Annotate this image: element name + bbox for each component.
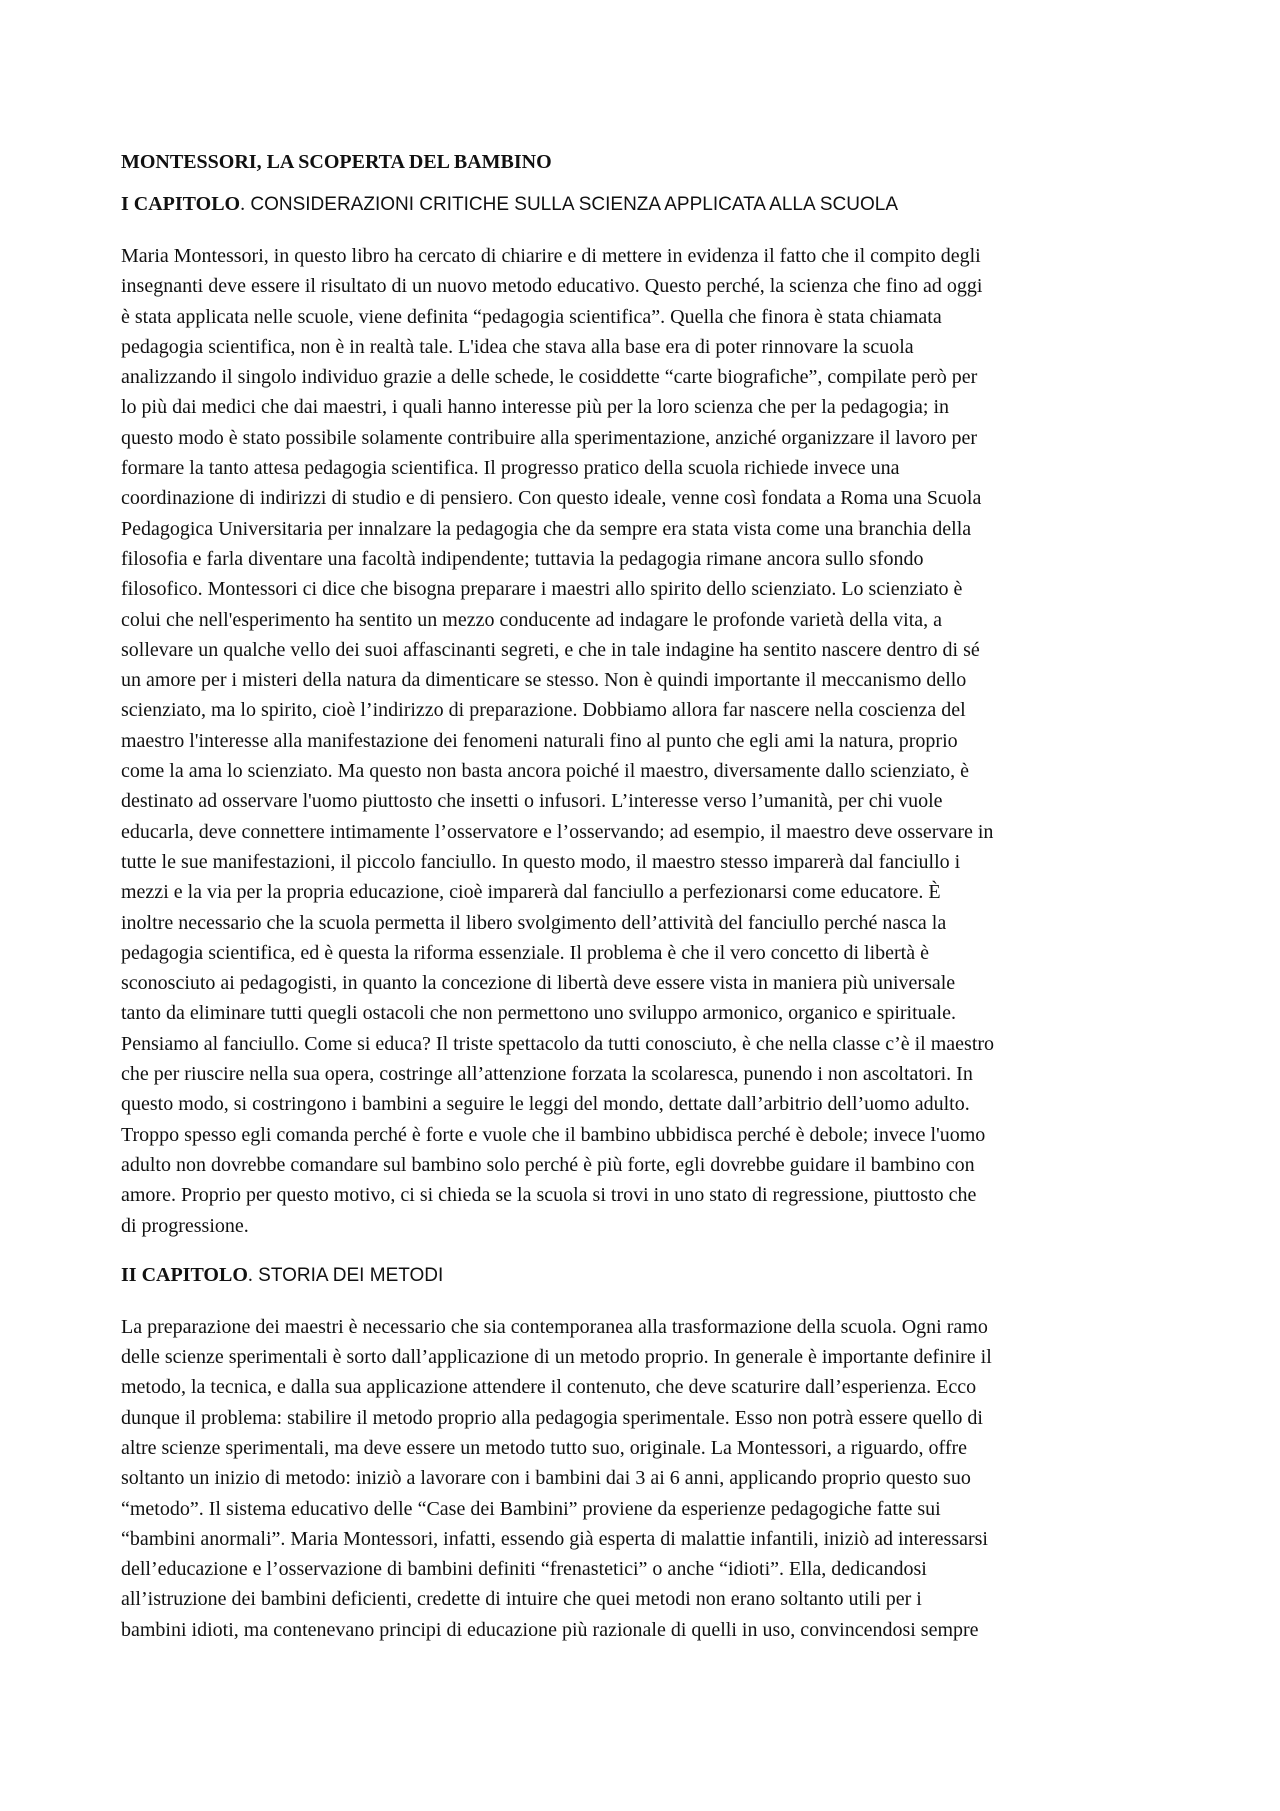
chapter-1-line: Troppo spesso egli comanda perché è forte e vuole che il bambino ubbidisca perché è debole; invece l'uomo [121,1123,986,1146]
chapter-1-line: mezzi e la via per la propria educazione, cioè imparerà dal fanciullo a perfezionarsi come educatore. È [121,881,941,904]
chapter-2-paragraph [121,1312,1166,1645]
chapter-1-line: amore. Proprio per questo motivo, ci si chieda se la scuola si trovi in uno stato di regressione, piuttosto che [121,1184,977,1207]
document-title: MONTESSORI, LA SCOPERTA DEL BAMBINO [121,151,552,173]
chapter-1-line: inoltre necessario che la scuola permetta il libero svolgimento dell’attività del fanciullo perché nasca la [121,911,947,934]
chapter-2-line: altre scienze sperimentali, ma deve essere un metodo tutto suo, originale. La Montessori, a riguardo, offre [121,1436,968,1459]
chapter-1-line: come la ama lo scienziato. Ma questo non basta ancora poiché il maestro, diversamente dallo scienziato, è [121,760,970,783]
chapter-1-line: pedagogia scientifica, ed è questa la riforma essenziale. Il problema è che il vero concetto di libertà è [121,941,929,964]
chapter-1-line: colui che nell'esperimento ha sentito un mezzo conducente ad indagare le profonde varietà della vita, a [121,608,943,631]
chapter-1-subtitle: CONSIDERAZIONI CRITICHE SULLA SCIENZA APPLICATA ALLA SCUOLA [245,194,898,215]
chapter-1-line: adulto non dovrebbe comandare sul bambino solo perché è più forte, egli dovrebbe guidare il bambino con [121,1153,975,1176]
chapter-2-number: II CAPITOLO [121,1263,248,1286]
chapter-1-line: questo modo, si costringono i bambini a seguire le leggi del mondo, dettate dall’arbitrio dell’uomo adulto. [121,1093,970,1116]
chapter-1-line: Maria Montessori, in questo libro ha cercato di chiarire e di mettere in evidenza il fatto che il compito degli [121,245,981,267]
chapter-2-line: dunque il problema: stabilire il metodo proprio alla pedagogia sperimentale. Esso non potrà essere quello di [121,1406,983,1429]
chapter-2-line: all’istruzione dei bambini deficienti, credette di intuire che quei metodi non erano soltanto utili per i [121,1588,922,1611]
chapter-1-line: destinato ad osservare l'uomo piuttosto che insetti o infusori. L’interesse verso l’umanità, per chi vuole [121,790,943,813]
chapter-1-line: pedagogia scientifica, non è in realtà tale. L'idea che stava alla base era di poter rinnovare la scuola [121,335,914,358]
chapter-2-line: bambini idioti, ma contenevano principi di educazione più razionale di quelli in uso, convincendosi sempre [121,1618,979,1641]
chapter-1-paragraph [121,241,1166,1241]
chapter-2-subtitle: STORIA DEI METODI [252,1264,444,1286]
chapter-2-line: La preparazione dei maestri è necessario che sia contemporanea alla trasformazione della scuola. Ogni ramo [121,1315,988,1338]
chapter-1-number: I CAPITOLO [121,193,241,215]
chapter-1-line: coordinazione di indirizzi di studio e di pensiero. Con questo ideale, venne così fondata a Roma una Scuola [121,487,982,510]
chapter-1-line: filosofia e farla diventare una facoltà indipendente; tuttavia la pedagogia rimane ancora sullo sfondo [121,547,924,570]
chapter-1-line: analizzando il singolo individuo grazie a delle schede, le cosiddette “carte biografiche”, compilate però per [121,366,978,389]
chapter-1-line: di progressione. [121,1214,249,1237]
chapter-1-line: sconosciuto ai pedagogisti, in quanto la concezione di libertà deve essere vista in maniera più universale [121,972,956,995]
chapter-1-line: Pensiamo al fanciullo. Come si educa? Il triste spettacolo da tutti conosciuto, è che nella classe c’è il maestro [121,1032,995,1055]
chapter-2-heading [121,1263,1166,1288]
chapter-2-line: metodo, la tecnica, e dalla sua applicazione attendere il contenuto, che deve scaturire dall’esperienza. Ecco [121,1376,977,1399]
chapter-1-line: che per riuscire nella sua opera, costringe all’attenzione forzata la scolaresca, punendo i non ascoltatori. In [121,1063,973,1086]
chapter-1-line: filosofico. Montessori ci dice che bisogna preparare i maestri allo spirito dello scienziato. Lo scienziato è [121,578,963,601]
chapter-1-line: lo più dai medici che dai maestri, i quali hanno interesse più per la loro scienza che per la pedagogia; in [121,396,950,419]
document-page [121,150,1166,1667]
chapter-2-dot: . [247,1263,253,1286]
chapter-1-line: tutte le sue manifestazioni, il piccolo fanciullo. In questo modo, il maestro stesso imparerà dal fanciullo i [121,850,961,873]
chapter-1-line: tanto da eliminare tutti quegli ostacoli che non permettono uno sviluppo armonico, organico e spirituale. [121,1002,956,1025]
chapter-1-line: sollevare un qualche vello dei suoi affascinanti segreti, e che in tale indagine ha sentito nascere dentro di sé [121,638,980,661]
chapter-2-line: “bambini anormali”. Maria Montessori, infatti, essendo già esperta di malattie infantili, iniziò ad interessarsi [121,1527,988,1550]
chapter-2-line: dell’educazione e l’osservazione di bambini definiti “frenastetici” o anche “idioti”. Ella, dedicandosi [121,1558,927,1581]
chapter-2-line: delle scienze sperimentali è sorto dall’applicazione di un metodo proprio. In generale è importante definire il [121,1346,992,1369]
chapter-1-line: questo modo è stato possibile solamente contribuire alla sperimentazione, anziché organizzare il lavoro per [121,426,977,449]
chapter-1-line: maestro l'interesse alla manifestazione dei fenomeni naturali fino al punto che egli ami la natura, proprio [121,729,958,752]
chapter-1-line: un amore per i misteri della natura da dimenticare se stesso. Non è quindi importante il meccanismo dello [121,669,967,692]
chapter-1-heading [121,192,1166,217]
chapter-2-line: soltanto un inizio di metodo: iniziò a lavorare con i bambini dai 3 ai 6 anni, applicando proprio questo suo [121,1467,971,1490]
chapter-1-line: è stata applicata nelle scuole, viene definita “pedagogia scientifica”. Quella che finora è stata chiamata [121,305,942,328]
chapter-1-line: educarla, deve connettere intimamente l’osservatore e l’osservando; ad esempio, il maestro deve osservare in [121,820,994,843]
chapter-1-line: insegnanti deve essere il risultato di un nuovo metodo educativo. Questo perché, la scienza che fino ad oggi [121,275,983,298]
chapter-1-dot: . [240,193,246,215]
chapter-1-line: formare la tanto attesa pedagogia scientifica. Il progresso pratico della scuola richiede invece una [121,457,900,480]
chapter-1-line: scienziato, ma lo spirito, cioè l’indirizzo di preparazione. Dobbiamo allora far nascere nella coscienza del [121,699,966,722]
chapter-1-line: Pedagogica Universitaria per innalzare la pedagogia che da sempre era stata vista come una branchia della [121,517,972,540]
chapter-2-line: “metodo”. Il sistema educativo delle “Case dei Bambini” proviene da esperienze pedagogiche fatte sui [121,1497,941,1520]
